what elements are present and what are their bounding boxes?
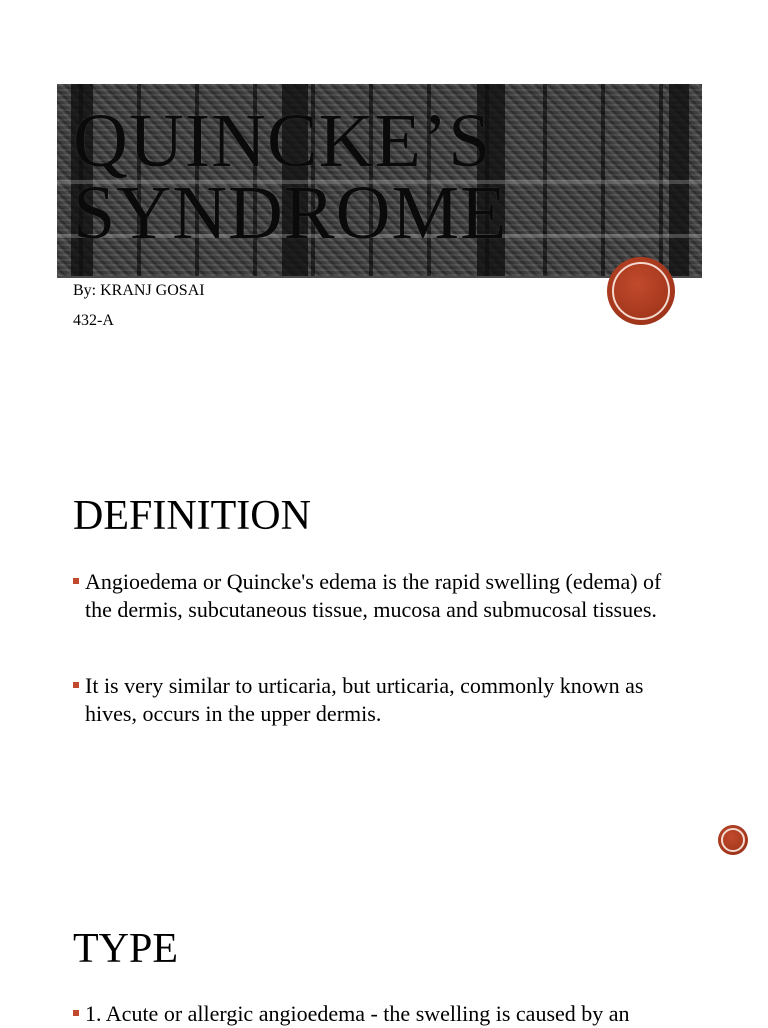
- decorative-circle-icon: [607, 257, 675, 325]
- group-code: 432-A: [73, 312, 114, 329]
- list-item: [73, 568, 693, 624]
- bullet-marker-icon: [73, 1010, 79, 1016]
- title-line-1: QUINCKE’S: [73, 99, 492, 183]
- bullet-text: It is very similar to urticaria, but urticaria, commonly known as hives, occurs in the upper dermis.: [85, 673, 644, 726]
- bullet-marker-icon: [73, 682, 79, 688]
- definition-bullet-list: [73, 568, 693, 728]
- bullet-text: Angioedema or Quincke's edema is the rapid swelling (edema) of the dermis, subcutaneous tissue, mucosa and submucosal tissues.: [85, 569, 662, 622]
- author-line: By: KRANJ GOSAI: [73, 282, 205, 299]
- list-item: [73, 672, 693, 728]
- presentation-title: [73, 99, 508, 255]
- decorative-circle-icon: [718, 825, 748, 855]
- title-line-2: SYNDROME: [73, 171, 508, 255]
- bullet-marker-icon: [73, 578, 79, 584]
- bullet-text: 1. Acute or allergic angioedema - the swelling is caused by an: [85, 1001, 630, 1026]
- banner-bottom-rule: [57, 276, 702, 278]
- definition-heading: DEFINITION: [73, 493, 311, 539]
- type-heading: TYPE: [73, 926, 178, 972]
